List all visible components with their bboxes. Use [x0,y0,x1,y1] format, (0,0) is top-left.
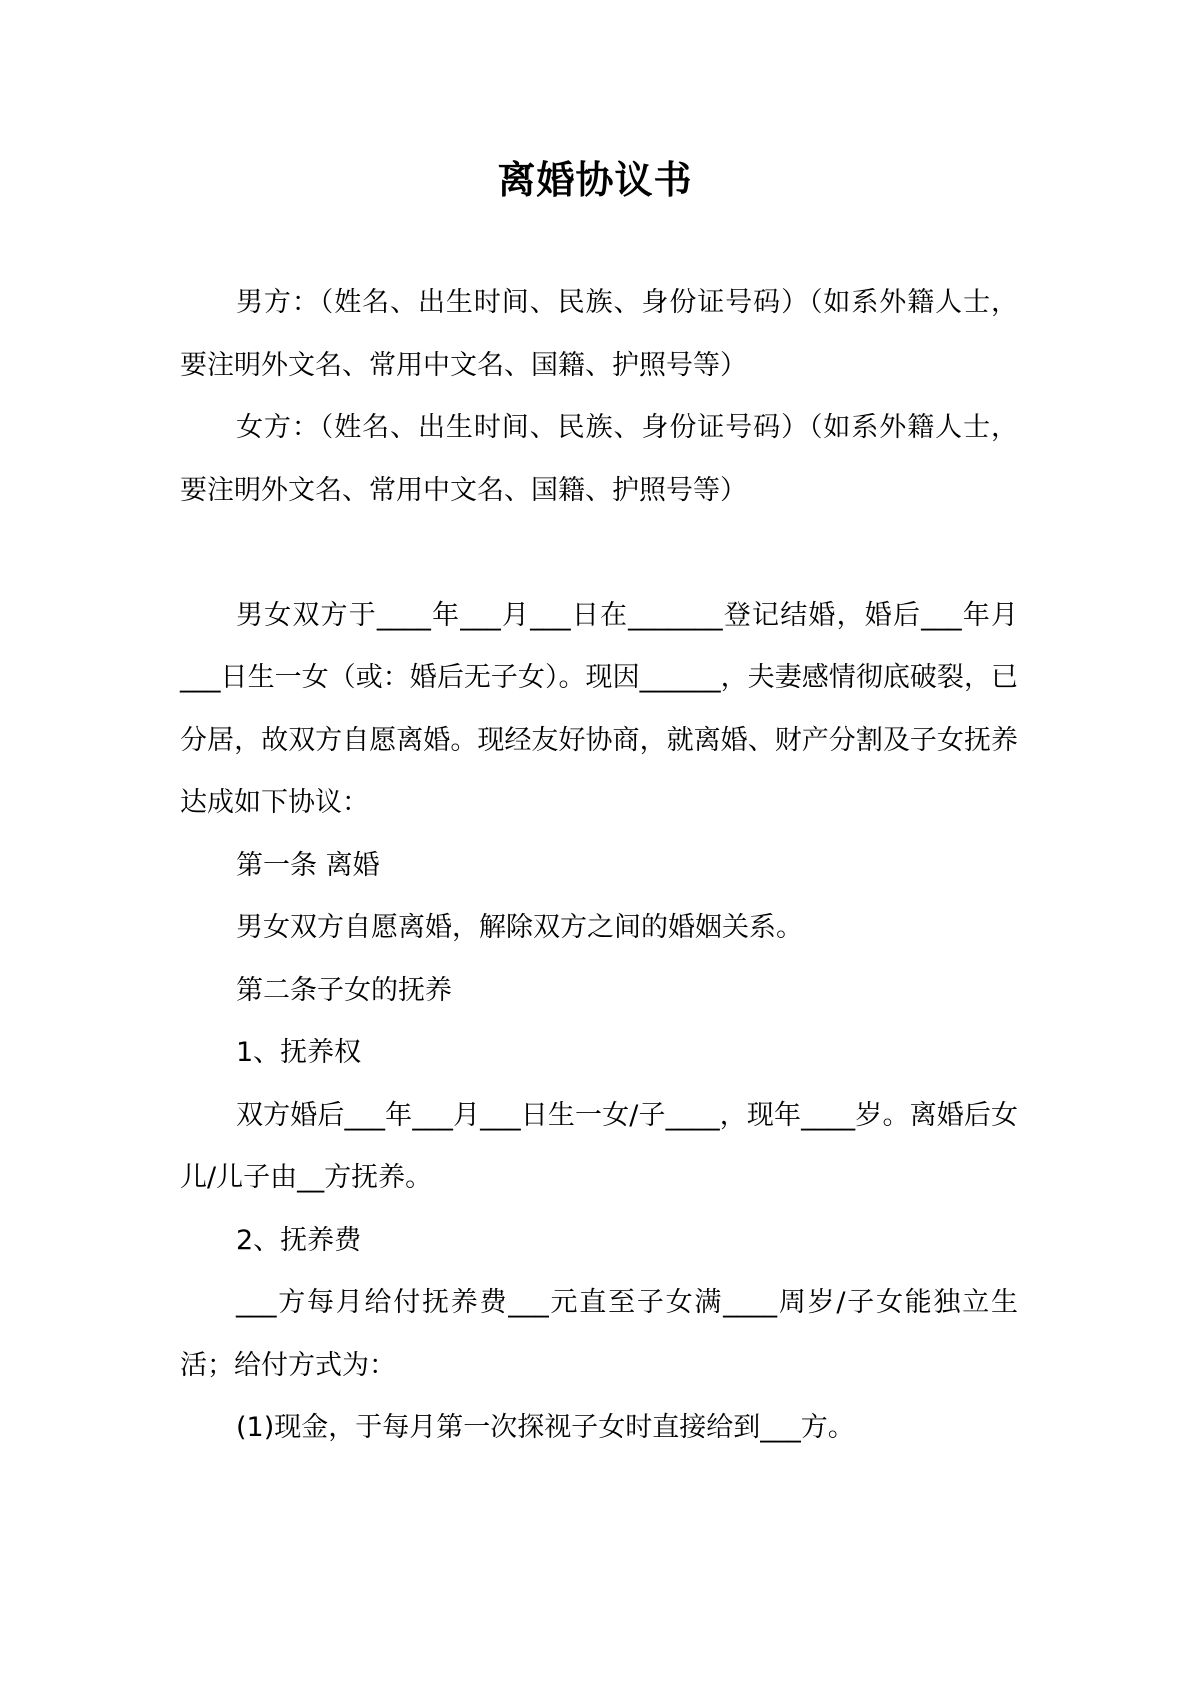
document-body [180,272,1018,1460]
paragraph-payment-cash: (1)现金，于每月第一次探视子女时直接给到___方。 [236,1412,855,1443]
subheading-custody: 1、抚养权 [236,1037,362,1068]
blank-line [180,522,1018,585]
paragraph-marriage-background: 男女双方于____年___月___日在_______登记结婚，婚后___年月___日生一女（或：婚后无子女）。现因______，夫妻感情彻底破裂，已分居，故双方自愿离婚。现经友好协商，就离婚、财产分割及子女抚养达成如下协议： [180,599,1018,818]
subheading-child-support: 2、抚养费 [236,1224,362,1256]
heading-article-one: 第一条 离婚 [236,849,380,881]
paragraph-article-one: 男女双方自愿离婚，解除双方之间的婚姻关系。 [236,912,803,943]
paragraph-male-party: 男方：（姓名、出生时间、民族、身份证号码）（如系外籍人士，要注明外文名、常用中文名、国籍、护照号等） [180,287,1018,381]
document-title: 离婚协议书 [497,157,693,202]
paragraph-female-party: 女方：（姓名、出生时间、民族、身份证号码）（如系外籍人士，要注明外文名、常用中文名、国籍、护照号等） [180,412,1018,506]
paragraph-child-support: ___方每月给付抚养费___元直至子女满____周岁/子女能独立生活；给付方式为： [180,1287,1018,1381]
heading-article-two: 第二条子女的抚养 [236,974,452,1006]
paragraph-custody: 双方婚后___年___月___日生一女/子____，现年____岁。离婚后女儿/儿子由__方抚养。 [180,1099,1018,1193]
